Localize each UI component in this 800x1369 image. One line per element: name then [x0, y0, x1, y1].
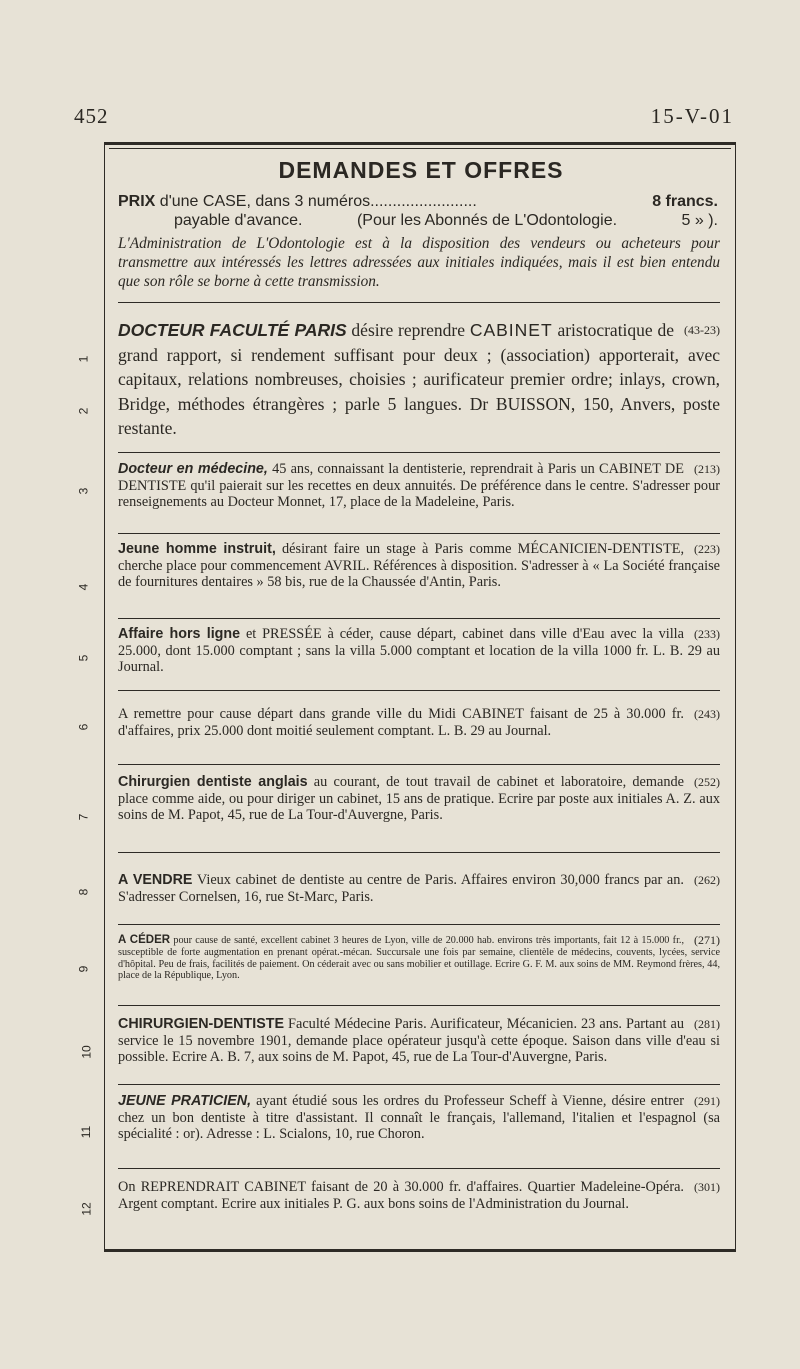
ad-text: désirant faire un stage à Paris comme MÉCANICIEN-DENTISTE, cherche place pour commencement AVRIL. Références à disposition. S'adresser à « La Société française de fournitures dentaires » 58 bis, rue de la Chaussée d'Antin, Paris. — [118, 541, 720, 590]
ad-text: REPRENDRAIT CABINET faisant de 20 à 30.000 fr. d'affaires. Quartier Madeleine-Opéra. Argent comptant. Ecrire aux initiales P. G. aux bons soins de l'Administration du Journal. — [118, 1179, 684, 1212]
ad-reference: (252) — [694, 775, 720, 789]
ad-reference: (213) — [694, 462, 720, 476]
divider — [118, 1005, 720, 1006]
classified-ad — [118, 706, 720, 739]
margin-number: 9 — [76, 965, 91, 973]
ad-text: Faculté Médecine Paris. Aurificateur, Mécanicien. 23 ans. Partant au service le 15 novembre 1901, demande place opérateur jusqu'à cette époque. Saison dans ville d'eau si possible. Ecrire A. B. 7, aux soins de M. Papot, 45, rue de La Tour-d'Auvergne, Paris. — [118, 1016, 720, 1065]
price-text: d'une CASE, dans 3 numéros........................ — [159, 193, 477, 210]
classified-ad — [118, 1016, 720, 1066]
ad-reference: (271) — [694, 933, 720, 947]
ad-text: aristocratique de grand rapport, si rendement suffisant pour deux ; (association) apporterait, avec capitaux, relations nombreuses, choisies ; aurificateur premier ordre; inlays, crown, Bridge, méthodes étrangères ; parle 5 langues. Dr BUISSON, 150, Anvers, poste restante. — [118, 320, 720, 438]
intro-paragraph: L'Administration de L'Odontologie est à la disposition des vendeurs ou acheteurs pour transmettre aux intéressés les lettres adressées aux initiales indiquées, mais il est bien entendu que son rôle se borne à cette transmission. — [118, 235, 720, 290]
margin-number: 7 — [76, 813, 91, 821]
section-title: DEMANDES ET OFFRES — [278, 157, 564, 183]
divider — [118, 1084, 720, 1085]
divider — [118, 302, 720, 303]
ad-lead: JEUNE PRATICIEN, — [118, 1093, 252, 1109]
classified-ad — [118, 1093, 720, 1143]
subscriber-amount: 5 » ). — [681, 212, 718, 229]
margin-number: 5 — [76, 654, 91, 662]
divider — [118, 852, 720, 853]
page-number: 452 — [74, 104, 109, 128]
ad-text: Vieux cabinet de dentiste au centre de Paris. Affaires environ 30,000 francs par an. S'adresser Cornelsen, 16, rue St-Marc, Paris. — [118, 872, 684, 905]
ad-lead: CHIRURGIEN-DENTISTE — [118, 1016, 285, 1032]
margin-number: 6 — [76, 723, 91, 731]
ad-lead: A CÉDER — [118, 934, 171, 946]
classified-ad — [118, 935, 720, 982]
ad-text: pour cause de santé, excellent cabinet 3 heures de Lyon, ville de 20.000 hab. environs très importants, fait 12 à 15.000 fr., susceptible de forte augmentation en prenant opérat.-mécan. Succursale une fois par semaine, clientèle de médecins, couvents, lycées, service d'hôpital. Peu de frais, facilités de paiement. On céderait avec ou sans mobilier et outillage. Ecrire G. F. M. aux soins de MM. Reymond frères, 44, place de la République, Lyon. — [118, 935, 720, 982]
margin-number: 1 — [76, 355, 91, 363]
subscriber-note: (Pour les Abonnés de L'Odontologie. — [356, 212, 618, 229]
divider — [118, 690, 720, 691]
classified-ad — [118, 1179, 720, 1212]
classified-ad — [118, 541, 720, 591]
ad-reference: (43-23) — [684, 323, 720, 337]
ad-lead: Docteur en médecine, — [118, 461, 268, 477]
price-line-1 — [118, 193, 718, 211]
ad-text: pour cause départ dans grande ville du Midi CABINET faisant de 25 à 30.000 fr. d'affaires, prix 25.000 dont moitié seulement comptant. L. B. 29 au Journal. — [118, 706, 684, 739]
ad-text: désire reprendre — [351, 320, 466, 340]
divider — [118, 764, 720, 765]
ad-reference: (301) — [694, 1180, 720, 1194]
ad-lead: Affaire hors ligne — [118, 626, 241, 642]
divider — [118, 924, 720, 925]
issue-date: 15-V-01 — [650, 104, 734, 128]
payment-terms: payable d'avance. — [174, 212, 303, 229]
margin-number: 12 — [79, 1202, 94, 1216]
price-line-2 — [118, 212, 718, 230]
margin-number: 2 — [76, 407, 91, 415]
price-label: PRIX — [118, 193, 156, 210]
ad-text: et PRESSÉE à céder, cause départ, cabinet dans ville d'Eau avec la villa 25.000, dont 15.000 comptant ; sans la villa 5.000 comptant et location de la villa 1000 fr. L. B. 29 au Journal. — [118, 626, 720, 675]
ad-reference: (281) — [694, 1017, 720, 1031]
ad-lead: Chirurgien dentiste anglais — [118, 774, 308, 790]
classified-ad — [118, 774, 720, 824]
ad-lead: DOCTEUR FACULTÉ PARIS — [118, 320, 347, 340]
classified-ad — [118, 318, 720, 441]
ad-lead: A remettre — [118, 706, 182, 722]
divider — [118, 533, 720, 534]
margin-number: 11 — [79, 1125, 94, 1139]
ad-reference: (262) — [694, 873, 720, 887]
ad-lead: A VENDRE — [118, 872, 193, 888]
ad-highlight: CABINET — [469, 320, 553, 340]
ad-reference: (243) — [694, 707, 720, 721]
ad-text: au courant, de tout travail de cabinet et laboratoire, demande place comme aide, ou pour diriger un cabinet, 15 ans de pratique. Ecrire par poste aux initiales A. Z. aux soins de M. Papot, 45, rue de La Tour-d'Auvergne, Paris. — [118, 774, 720, 823]
classified-ad — [118, 461, 720, 511]
divider — [118, 618, 720, 619]
margin-number: 8 — [76, 888, 91, 896]
ad-reference: (233) — [694, 627, 720, 641]
ad-text: 45 ans, connaissant la dentisterie, reprendrait à Paris un CABINET DE DENTISTE qu'il paierait sur les recettes en deux annuités. De préférence dans le centre. S'adresser pour renseignements au Docteur Monnet, 17, place de la Madeleine, Paris. — [118, 461, 720, 510]
advertisement-frame — [104, 142, 736, 1252]
ad-text: ayant étudié sous les ordres du Professeur Scheff à Vienne, désire entrer chez un bon dentiste à titre d'assistant. Il connaît le français, l'allemand, l'italien et l'espagnol (sa spécialité : or). Adresse : L. Scialons, 10, rue Choron. — [118, 1093, 720, 1142]
ad-lead: On — [118, 1179, 136, 1195]
ad-lead: Jeune homme instruit, — [118, 541, 276, 557]
margin-number: 10 — [79, 1045, 94, 1059]
price-amount: 8 francs. — [652, 193, 718, 210]
ad-reference: (291) — [694, 1094, 720, 1108]
margin-number: 4 — [76, 583, 91, 591]
classified-ad — [118, 626, 720, 676]
margin-number: 3 — [76, 487, 91, 495]
divider — [118, 1168, 720, 1169]
classified-ad — [118, 872, 720, 905]
ad-reference: (223) — [694, 542, 720, 556]
divider — [118, 452, 720, 453]
